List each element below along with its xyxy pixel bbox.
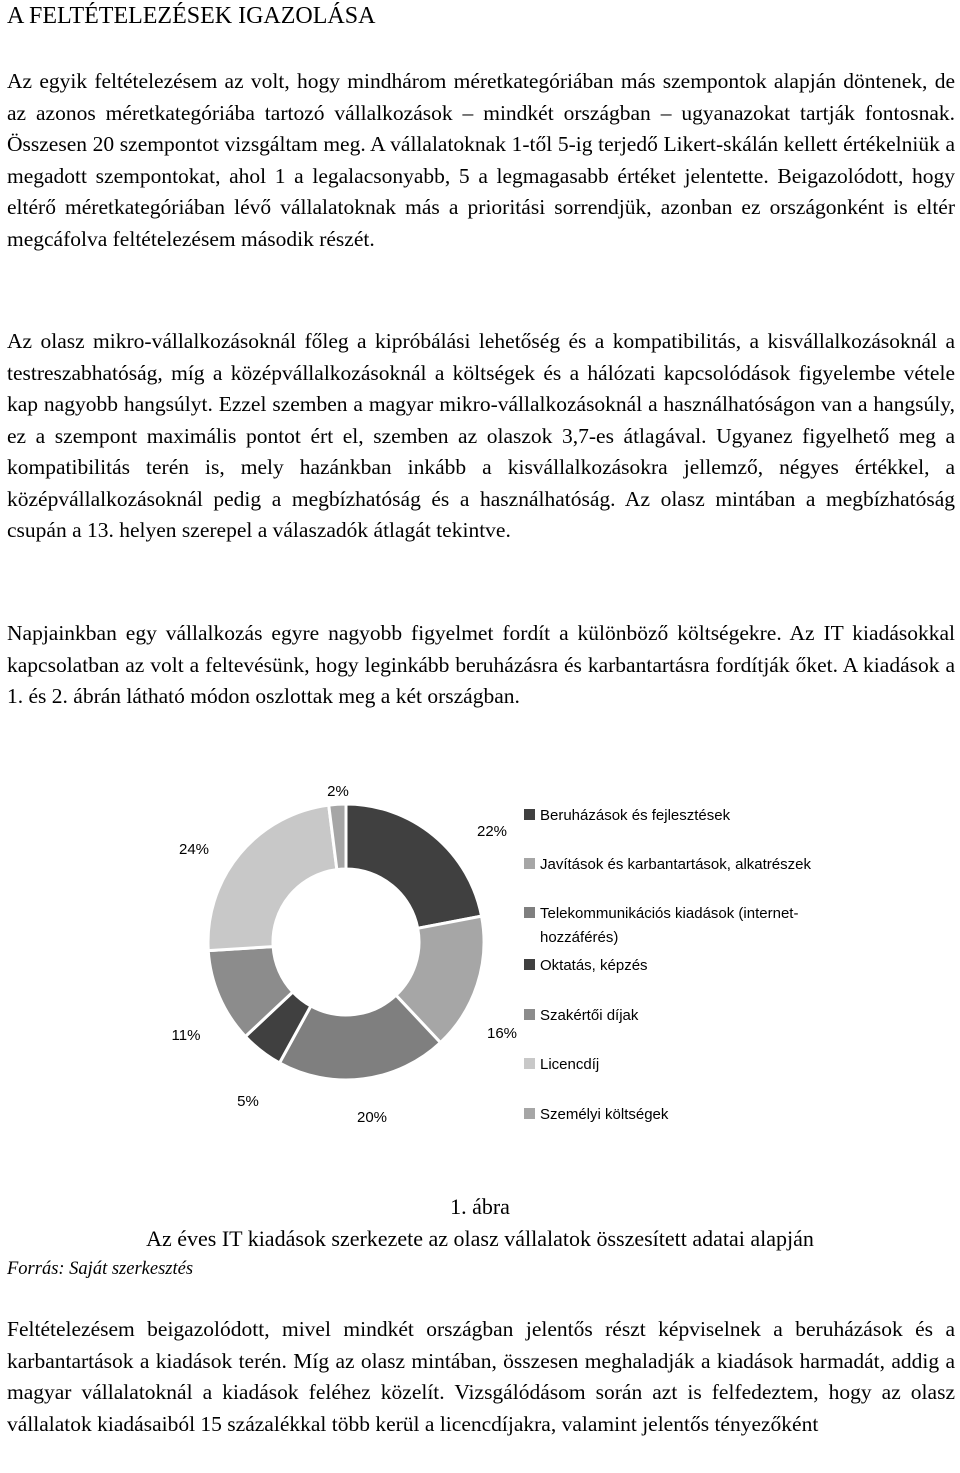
figure-title: Az éves IT kiadások szerkezete az olasz vállalatok összesített adatai alapján [146, 1226, 814, 1251]
slice-label: 5% [237, 1093, 259, 1110]
legend-swatch [524, 1058, 535, 1069]
paragraph-conclusion: Feltételezésem beigazolódott, mivel mindkét országban jelentős részt képviselnek a beruházások és a karbantartások a kiadások terén. Míg az olasz mintában, összesen meghaladják a kiadások harmadát, addig a magyar vállalatoknál a kiadások feléhez közelít. Vizsgálódásom során azt is felfedeztem, hogy az olasz vállalatok kiadásaiból 15 százalékkal több kerül a licencdíjakra, valamint jelentős tényezőként [7, 1317, 955, 1436]
slice-label: 16% [486, 1025, 518, 1042]
section-heading: A FELTÉTELEZÉSEK IGAZOLÁSA [7, 3, 376, 29]
legend-swatch [524, 858, 535, 869]
legend-swatch [524, 809, 535, 820]
pie-slice [208, 805, 337, 951]
paragraph-it-costs: Napjainkban egy vállalkozás egyre nagyobb figyelmet fordít a különböző költségekre. Az IT kiadásokkal kapcsolatban az volt a feltevésünk, hogy leginkább beruházásra és karbantartásra fordítják őket. A kiadások a 1. és 2. ábrán látható módon oszlottak meg a két országban. [7, 621, 955, 708]
legend-label: Javítások és karbantartások, alkatrészek [540, 856, 811, 873]
slice-label: 2% [327, 783, 349, 800]
legend-swatch [524, 959, 535, 970]
donut-chart [0, 770, 960, 1180]
slice-label: 24% [178, 841, 210, 858]
paragraph-italian-hungarian: Az olasz mikro-vállalkozásoknál főleg a kipróbálási lehetőség és a kompatibilitás, a kisvállalkozásoknál a testreszabhatóság, míg a középvállalkozásoknál a költségek és a hálózati kapcsolódások figyelembe vétele kap nagyobb hangsúlyt. Ezzel szemben a magyar mikro-vállalkozásoknál a használhatóságon van a hangsúly, ez a szempont maximális pontot ért el, szemben az olaszok 3,7-es átlagával. Ugyanez figyelhető meg a kompatibilitás terén is, mely hazánkban inkább a kisvállalkozásokra jellemző, négyes értékkel, a középvállalkozásoknál pedig a megbízhatóság és a használhatóság. Az olasz mintában a megbízhatóság csupán a 13. helyen szerepel a válaszadók átlagát tekintve. [7, 329, 955, 542]
legend-label: Szakértői díjak [540, 1007, 639, 1024]
legend-label: Beruházások és fejlesztések [540, 807, 731, 824]
slice-label: 22% [476, 823, 508, 840]
legend-label: Oktatás, képzés [540, 957, 648, 974]
figure-number: 1. ábra [450, 1194, 510, 1219]
legend-label: Licencdíj [540, 1056, 600, 1073]
legend-label: hozzáférés) [540, 929, 619, 946]
pie-slice [346, 804, 482, 928]
legend-swatch [524, 1108, 535, 1119]
legend-label: Személyi költségek [540, 1106, 669, 1123]
slice-label: 11% [171, 1027, 201, 1044]
legend-label: Telekommunikációs kiadások (internet- [540, 905, 799, 922]
slice-label: 20% [356, 1109, 388, 1126]
legend-swatch [524, 1009, 535, 1020]
paragraph-hypothesis: Az egyik feltételezésem az volt, hogy mindhárom méretkategóriában más szempontok alapján döntenek, de az azonos méretkategóriába tartozó vállalkozások – mindkét országban – ugyanazokat tartják fontosnak. Összesen 20 szempontot vizsgáltam meg. A vállalatoknak 1-től 5-ig terjedő Likert-skálán kellett értékelniük a megadott szempontokat, ahol 1 a legalacsonyabb, 5 a legmagasabb értéket jelentette. Beigazolódott, hogy eltérő méretkategóriában lévő vállalatoknak más a prioritási sorrendjük, azonban ez országonként is eltér megcáfolva feltételezésem második részét. [7, 69, 955, 251]
figure-source: Forrás: Saját szerkesztés [7, 1259, 194, 1279]
legend-swatch [524, 907, 535, 918]
